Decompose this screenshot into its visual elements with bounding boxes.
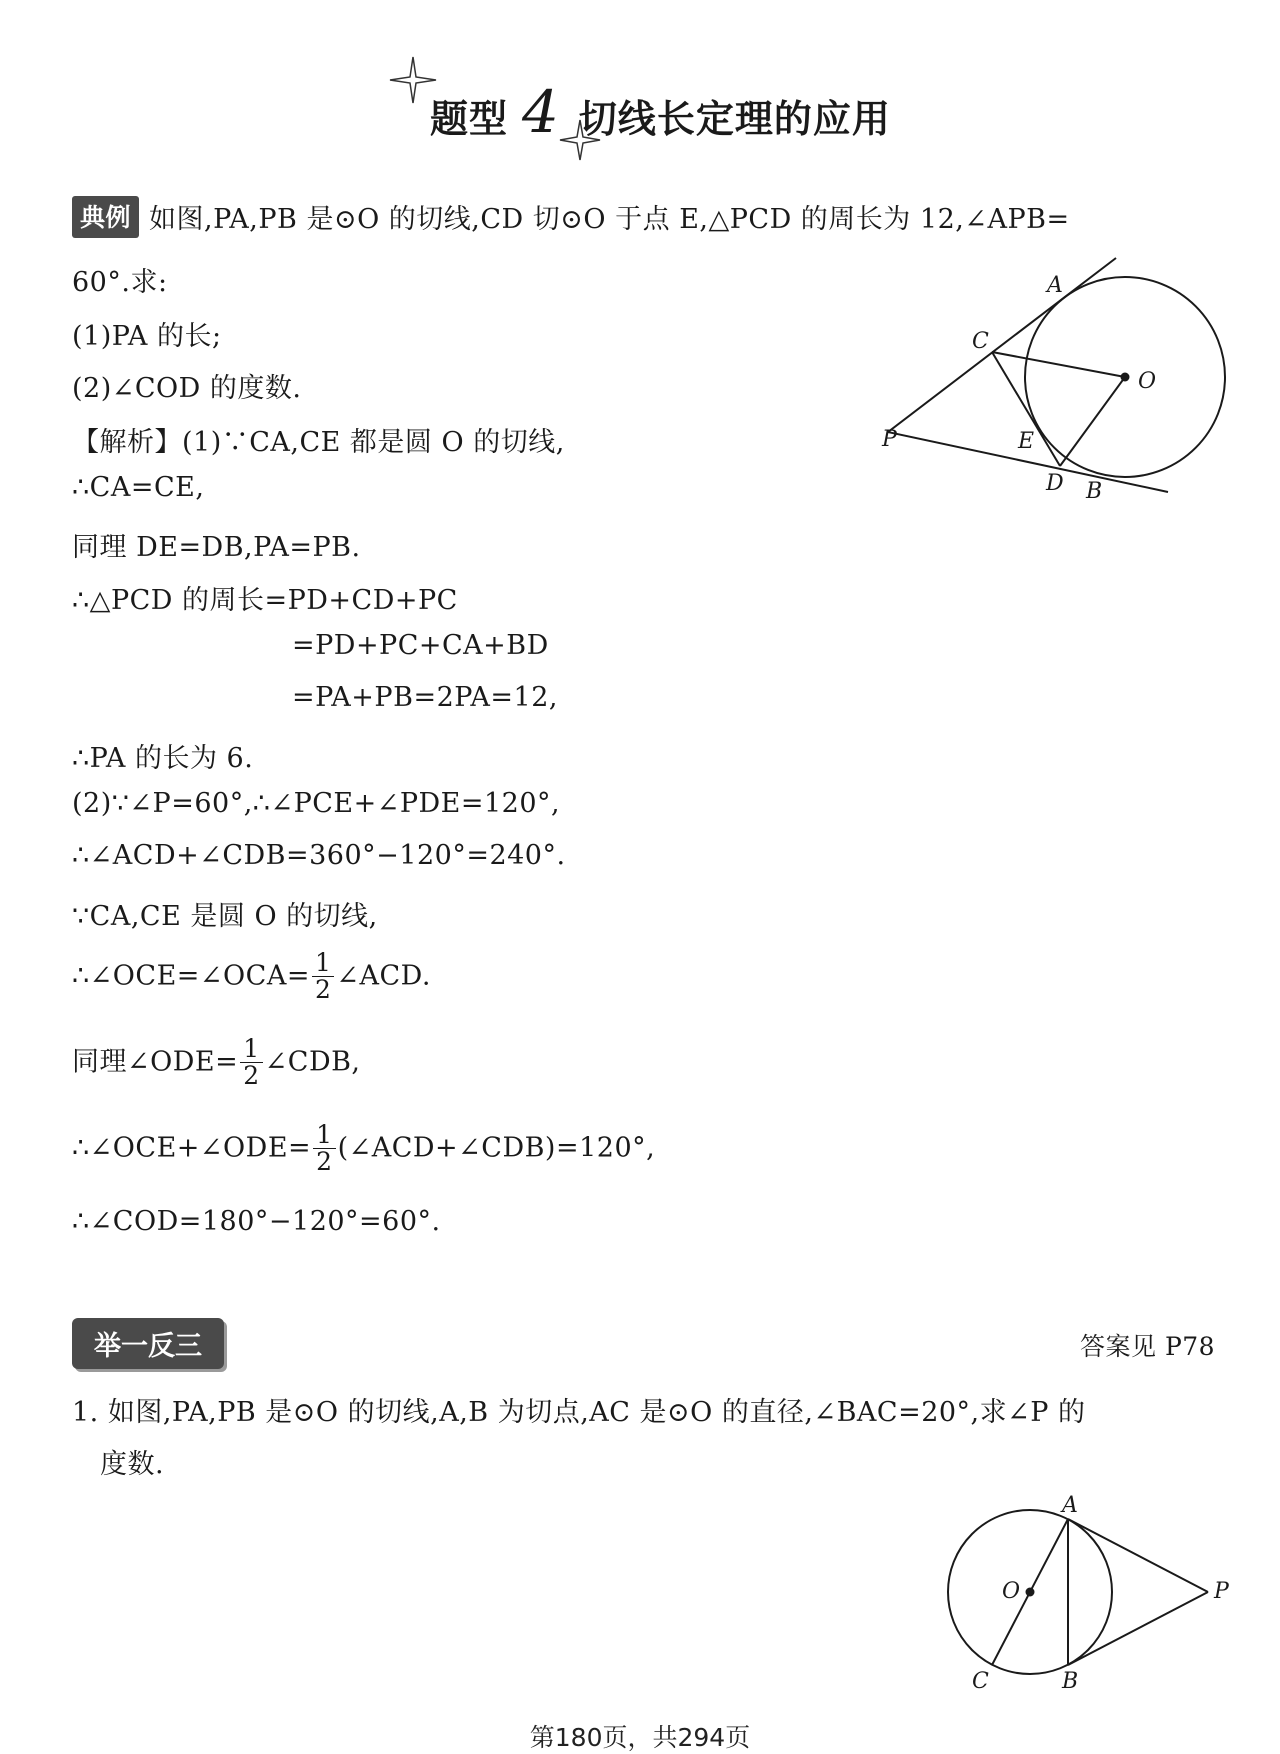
example-problem-text: 如图,PA,PB 是⊙O 的切线,CD 切⊙O 于点 E,△PCD 的周长为 12,∠APB= [149,204,1070,235]
figure1-label-a: A [1047,273,1063,298]
fraction-line-after: ∠ACD. [336,960,431,992]
fraction-half [312,950,334,1004]
example-problem-line-1 [72,196,1070,238]
solution-line-9: ∴∠ACD+∠CDB=360°−120°=240°. [72,840,566,871]
figure-tangent-diameter [940,1490,1240,1700]
fraction-denominator: 2 [243,1061,260,1091]
title-text: 切线长定理的应用 [578,97,891,141]
fraction-numerator: 1 [313,1122,335,1149]
practice-question-1-line-2: 度数. [100,1449,165,1480]
figure1-label-o: O [1138,369,1157,394]
example-problem-line-2: 60°.求: [72,267,168,298]
answer-reference: 答案见 P78 [1080,1332,1216,1361]
figure1-segment-do [1060,377,1125,466]
figure1-label-e: E [1018,429,1035,454]
solution-line-8: (2)∵∠P=60°,∴∠PCE+∠PDE=120°, [72,788,561,819]
fraction-numerator: 1 [240,1036,262,1063]
figure1-label-b: B [1086,479,1103,504]
fraction-half [313,1122,335,1176]
figure1-segment-co [992,352,1125,377]
figure2-tangent-pb [1068,1592,1208,1665]
fraction-line-before: ∴∠OCE=∠OCA= [72,960,310,992]
page-counter: 第180页，共294页 [529,1723,751,1752]
solution-line-10: ∵CA,CE 是圆 O 的切线, [72,901,378,932]
example-question-2: (2)∠COD 的度数. [72,373,302,404]
solution-line-3: 同理 DE=DB,PA=PB. [72,532,361,563]
fraction-line-before: ∴∠OCE+∠ODE= [72,1132,312,1164]
figure2-label-o: O [1002,1579,1021,1604]
figure2-tangent-pa [1068,1519,1208,1592]
figure2-label-a: A [1062,1493,1078,1518]
fraction-half [240,1036,262,1090]
figure-tangent-quadrilateral [870,250,1230,510]
solution-fraction-line-1 [72,950,431,1004]
solution-fraction-line-3 [72,1122,655,1176]
practice-question-1-line-1: 1. 如图,PA,PB 是⊙O 的切线,A,B 为切点,AC 是⊙O 的直径,∠BAC=20°,求∠P 的 [72,1397,1086,1428]
solution-line-6: =PA+PB=2PA=12, [292,682,558,713]
figure2-label-b: B [1062,1669,1079,1694]
practice-badge: 举一反三 [72,1318,224,1369]
figure1-label-d: D [1046,471,1064,496]
fraction-numerator: 1 [312,950,334,977]
fraction-line-after: ∠CDB, [264,1046,361,1078]
figure2-center-dot [1026,1588,1035,1597]
fraction-denominator: 2 [314,975,332,1005]
solution-line-5: =PD+PC+CA+BD [292,630,549,661]
figure1-label-p: P [882,427,897,452]
figure2-label-c: C [972,1669,989,1694]
figure1-label-c: C [972,329,989,354]
title-number: 4 [522,78,559,146]
section-title [430,78,891,148]
solution-line-1: 【解析】(1)∵CA,CE 都是圆 O 的切线, [72,427,565,458]
example-question-1: (1)PA 的长; [72,321,222,352]
example-badge: 典例 [72,196,139,238]
solution-line-4: ∴△PCD 的周长=PD+CD+PC [72,585,458,616]
figure1-tangent-pa [888,258,1116,432]
figure1-center-dot [1121,373,1130,382]
title-prefix: 题型 [430,97,509,141]
solution-fraction-line-2 [72,1036,361,1090]
figure2-label-p: P [1214,1579,1229,1604]
solution-line-7: ∴PA 的长为 6. [72,743,254,774]
fraction-denominator: 2 [316,1147,333,1177]
fraction-line-before: 同理∠ODE= [72,1046,239,1078]
solution-final-line: ∴∠COD=180°−120°=60°. [72,1206,441,1237]
fraction-line-after: (∠ACD+∠CDB)=120°, [337,1132,656,1164]
solution-line-2: ∴CA=CE, [72,472,205,503]
